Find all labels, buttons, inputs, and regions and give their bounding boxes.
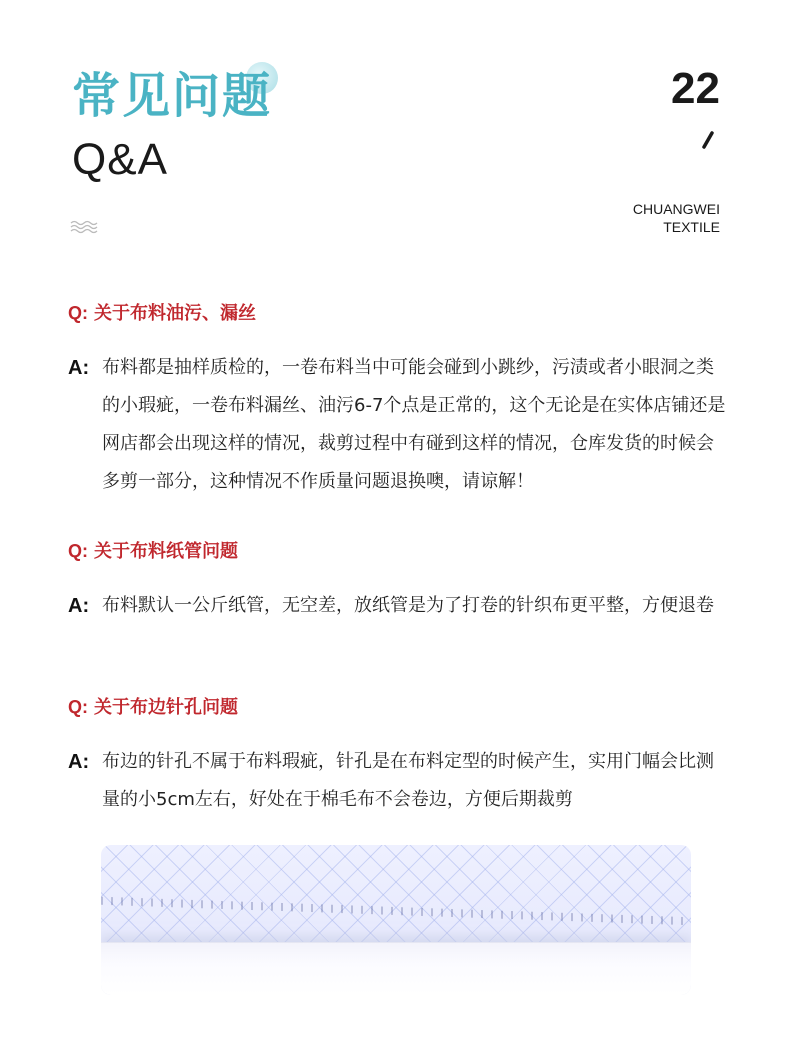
brand-line-1: CHUANGWEI — [632, 201, 720, 217]
answer-label: A: — [68, 357, 90, 379]
answer-label: A: — [68, 595, 90, 617]
slash-icon — [701, 130, 715, 150]
question-label: Q: — [68, 303, 88, 323]
answer-text: 布料都是抽样质检的，一卷布料当中可能会碰到小跳纱，污渍或者小眼洞之类的小瑕疵，一卷布料漏丝、油污6-7个点是正常的，这个无论是在实体店铺还是网店都会出现这样的情况，裁剪过程中有碰到这样的情况，仓库发货的时候会多剪一部分，这种情况不作质量问题退换噢，请谅解！ — [102, 357, 726, 492]
wave-icon — [70, 220, 98, 234]
page-title: 常见问题 — [72, 68, 273, 124]
fabric-edge — [101, 942, 691, 995]
question-label: Q: — [68, 697, 88, 717]
qa-item — [68, 300, 728, 501]
answer — [68, 587, 728, 625]
page-number: 22 — [671, 64, 720, 113]
answer — [68, 349, 728, 501]
answer-text: 布边的针孔不属于布料瑕疵，针孔是在布料定型的时候产生，实用门幅会比测量的小5cm左右，好处在于棉毛布不会卷边，方便后期裁剪 — [102, 751, 714, 810]
brand-line-2: TEXTILE — [663, 219, 720, 235]
question — [68, 538, 728, 565]
question-label: Q: — [68, 541, 88, 561]
page-subtitle: Q&A — [72, 135, 168, 184]
qa-item — [68, 538, 728, 625]
qa-item — [68, 694, 728, 819]
question — [68, 694, 728, 721]
pinhole-row — [101, 897, 691, 926]
question-text: 关于布料油污、漏丝 — [94, 303, 256, 324]
brand-label — [633, 200, 720, 236]
question — [68, 300, 728, 327]
answer — [68, 743, 728, 819]
question-text: 关于布料纸管问题 — [94, 541, 238, 562]
answer-text: 布料默认一公斤纸管，无空差，放纸管是为了打卷的针织布更平整，方便退卷 — [102, 595, 714, 616]
fabric-edge-photo — [101, 845, 691, 995]
question-text: 关于布边针孔问题 — [94, 697, 238, 718]
answer-label: A: — [68, 751, 90, 773]
